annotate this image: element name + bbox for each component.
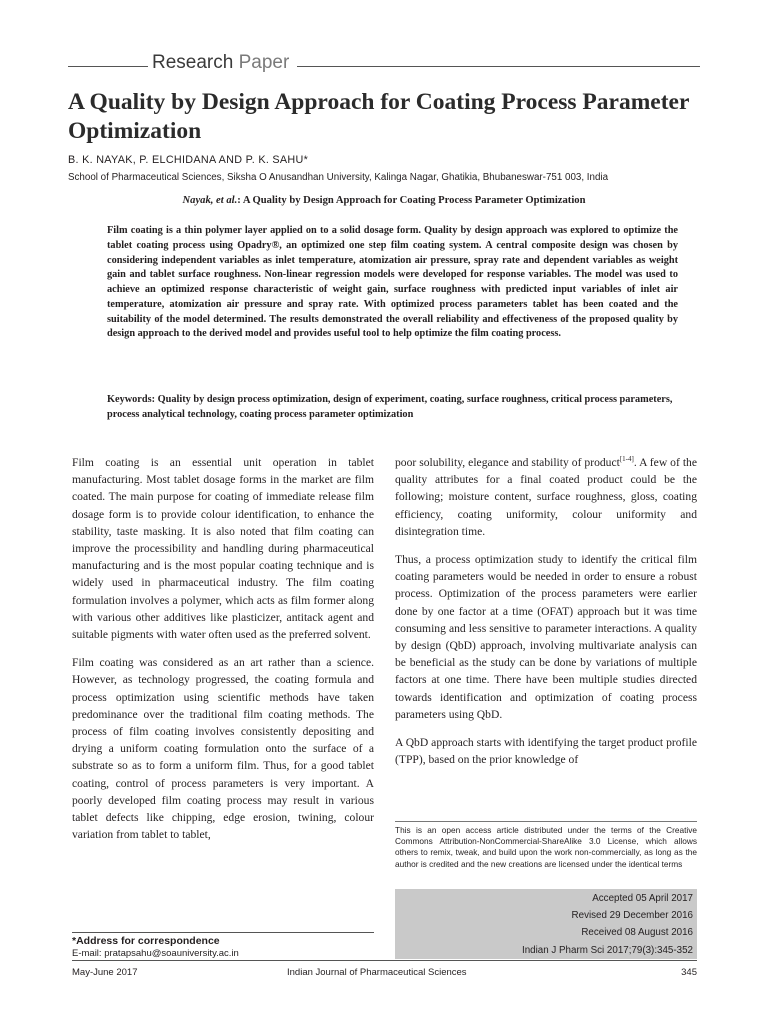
citation-ref[interactable]: [1-4] [619, 455, 634, 464]
section-label [152, 52, 289, 74]
running-head-title: : A Quality by Design Approach for Coating Process Parameter Optimization [237, 195, 586, 206]
footer-journal: Indian Journal of Pharmaceutical Sciences [287, 967, 467, 978]
header-rule-left [68, 66, 148, 67]
body-paragraph: Film coating is an essential unit operation in tablet manufacturing. Most tablet dosage forms in the market are film coated. The main purpose for coating of immediate release film dosage form is to provide colour identification, to enhance the stability, taste masking. It is also noted that film coating can improve the processibility and handling during pharmaceutical manufacturing and is the most popular coating technique and is widely used in pharmaceutical industry. The film coating formulation involves a polymer, which acts as film former along with various other additives like plasticizer, antitack agent and suitable pigments with water often used as the preferred solvent. [72, 456, 374, 642]
citation: Indian J Pharm Sci 2017;79(3):345-352 [521, 944, 693, 956]
affiliation: School of Pharmaceutical Sciences, Siksha O Anusandhan University, Kalinga Nagar, Ghatikia, Bhubaneswar-751 003, India [68, 172, 609, 183]
body-text: . A few of the quality attributes for a final coated product could be the following; moisture content, surface roughness, gloss, coating efficiency, coating uniformity, colour uniformity and disintegration time. [395, 456, 697, 538]
received-date: Received 08 August 2016 [581, 927, 693, 939]
body-paragraph: A QbD approach starts with identifying the target product profile (TPP), based on the prior knowledge of [395, 736, 697, 767]
body-left-column [72, 454, 374, 854]
footer-rule [72, 960, 697, 961]
header-rule-right [297, 66, 700, 67]
keywords [107, 393, 678, 423]
footer-issue: May-June 2017 [72, 967, 138, 978]
page-number: 345 [681, 967, 697, 978]
running-head [0, 195, 768, 206]
article-title: A Quality by Design Approach for Coating Process Parameter Optimization [68, 89, 689, 144]
authors: B. K. NAYAK, P. ELCHIDANA AND P. K. SAHU* [68, 154, 309, 166]
section-label-light: Paper [238, 52, 290, 73]
correspondence-rule [72, 932, 374, 933]
body-right-column [395, 454, 697, 779]
license-note: This is an open access article distributed under the terms of the Creative Commons Attribution-NonCommercial-ShareAlike 3.0 License, which allows others to remix, tweak, and build upon the work non-commercially, as long as the author is credited and the new creations are licensed under the identical terms [395, 825, 697, 869]
accepted-date: Accepted 05 April 2017 [592, 893, 693, 904]
correspondence-label: *Address for correspondence [72, 935, 220, 947]
license-rule [395, 821, 697, 822]
body-text: poor solubility, elegance and stability of product [395, 456, 620, 469]
section-label-bold: Research [152, 52, 234, 73]
body-paragraph [395, 454, 697, 540]
abstract: Film coating is a thin polymer layer applied on to a solid dosage form. Quality by design approach was explored to optimize the tablet coating process using Opadry®, an optimized one step film coating system. A central composite design was chosen by considering independent variables as inlet temperature, atomization air pressure, spray rate and dependent variables as weight gain and tablet surface roughness. Non-linear regression models were developed for response variables. The model was used to achieve an optimized response characteristic of weight gain, surface roughness with predicted input variables of inlet air temperature, atomization air pressure and spray rate. With optimized process parameters tablet has been coated and the suitability of the model determined. The results demonstrated the overall reliability and effectiveness of the proposed quality by design approach to the derived model and provides useful tool to help optimize the film coating process. [107, 225, 678, 340]
keywords-text: Quality by design process optimization, design of experiment, coating, surface roughness, critical process parameters, process analytical technology, coating process parameter optimization [107, 394, 673, 420]
revised-date: Revised 29 December 2016 [571, 910, 693, 922]
keywords-label: Keywords: [107, 394, 156, 405]
running-head-author: Nayak, et al. [182, 195, 238, 206]
correspondence-email[interactable]: E-mail: pratapsahu@soauniversity.ac.in [72, 948, 239, 959]
body-paragraph: Film coating was considered as an art rather than a science. However, as technology progressed, the coating formula and process optimization using scientific methods have taken predominance over the traditional film coating methods. The process of film coating involves consistently depositing and drying a uniform coating formulation onto the surface of a substrate so as to form a uniform film. Thus, for a good tablet coating, control of process parameters is very important. A poorly developed film coating process may result in various tablet defects like chipping, edge erosion, twining, colour variation from tablet to tablet, [72, 656, 374, 842]
dates-box [395, 889, 697, 959]
body-paragraph: Thus, a process optimization study to identify the critical film coating parameters would be needed in order to ensure a robust process. Optimization of the process parameters were earlier done by one factor at a time (OFAT) approach but it was time consuming and less sensitive to parameter interactions. A quality by design (QbD) approach, involving multivariate analysis can be beneficial as the study can be done by variations of multiple factors at one time. There have been multiple studies directed towards identification and optimization of coating process parameters using QbD. [395, 553, 697, 721]
